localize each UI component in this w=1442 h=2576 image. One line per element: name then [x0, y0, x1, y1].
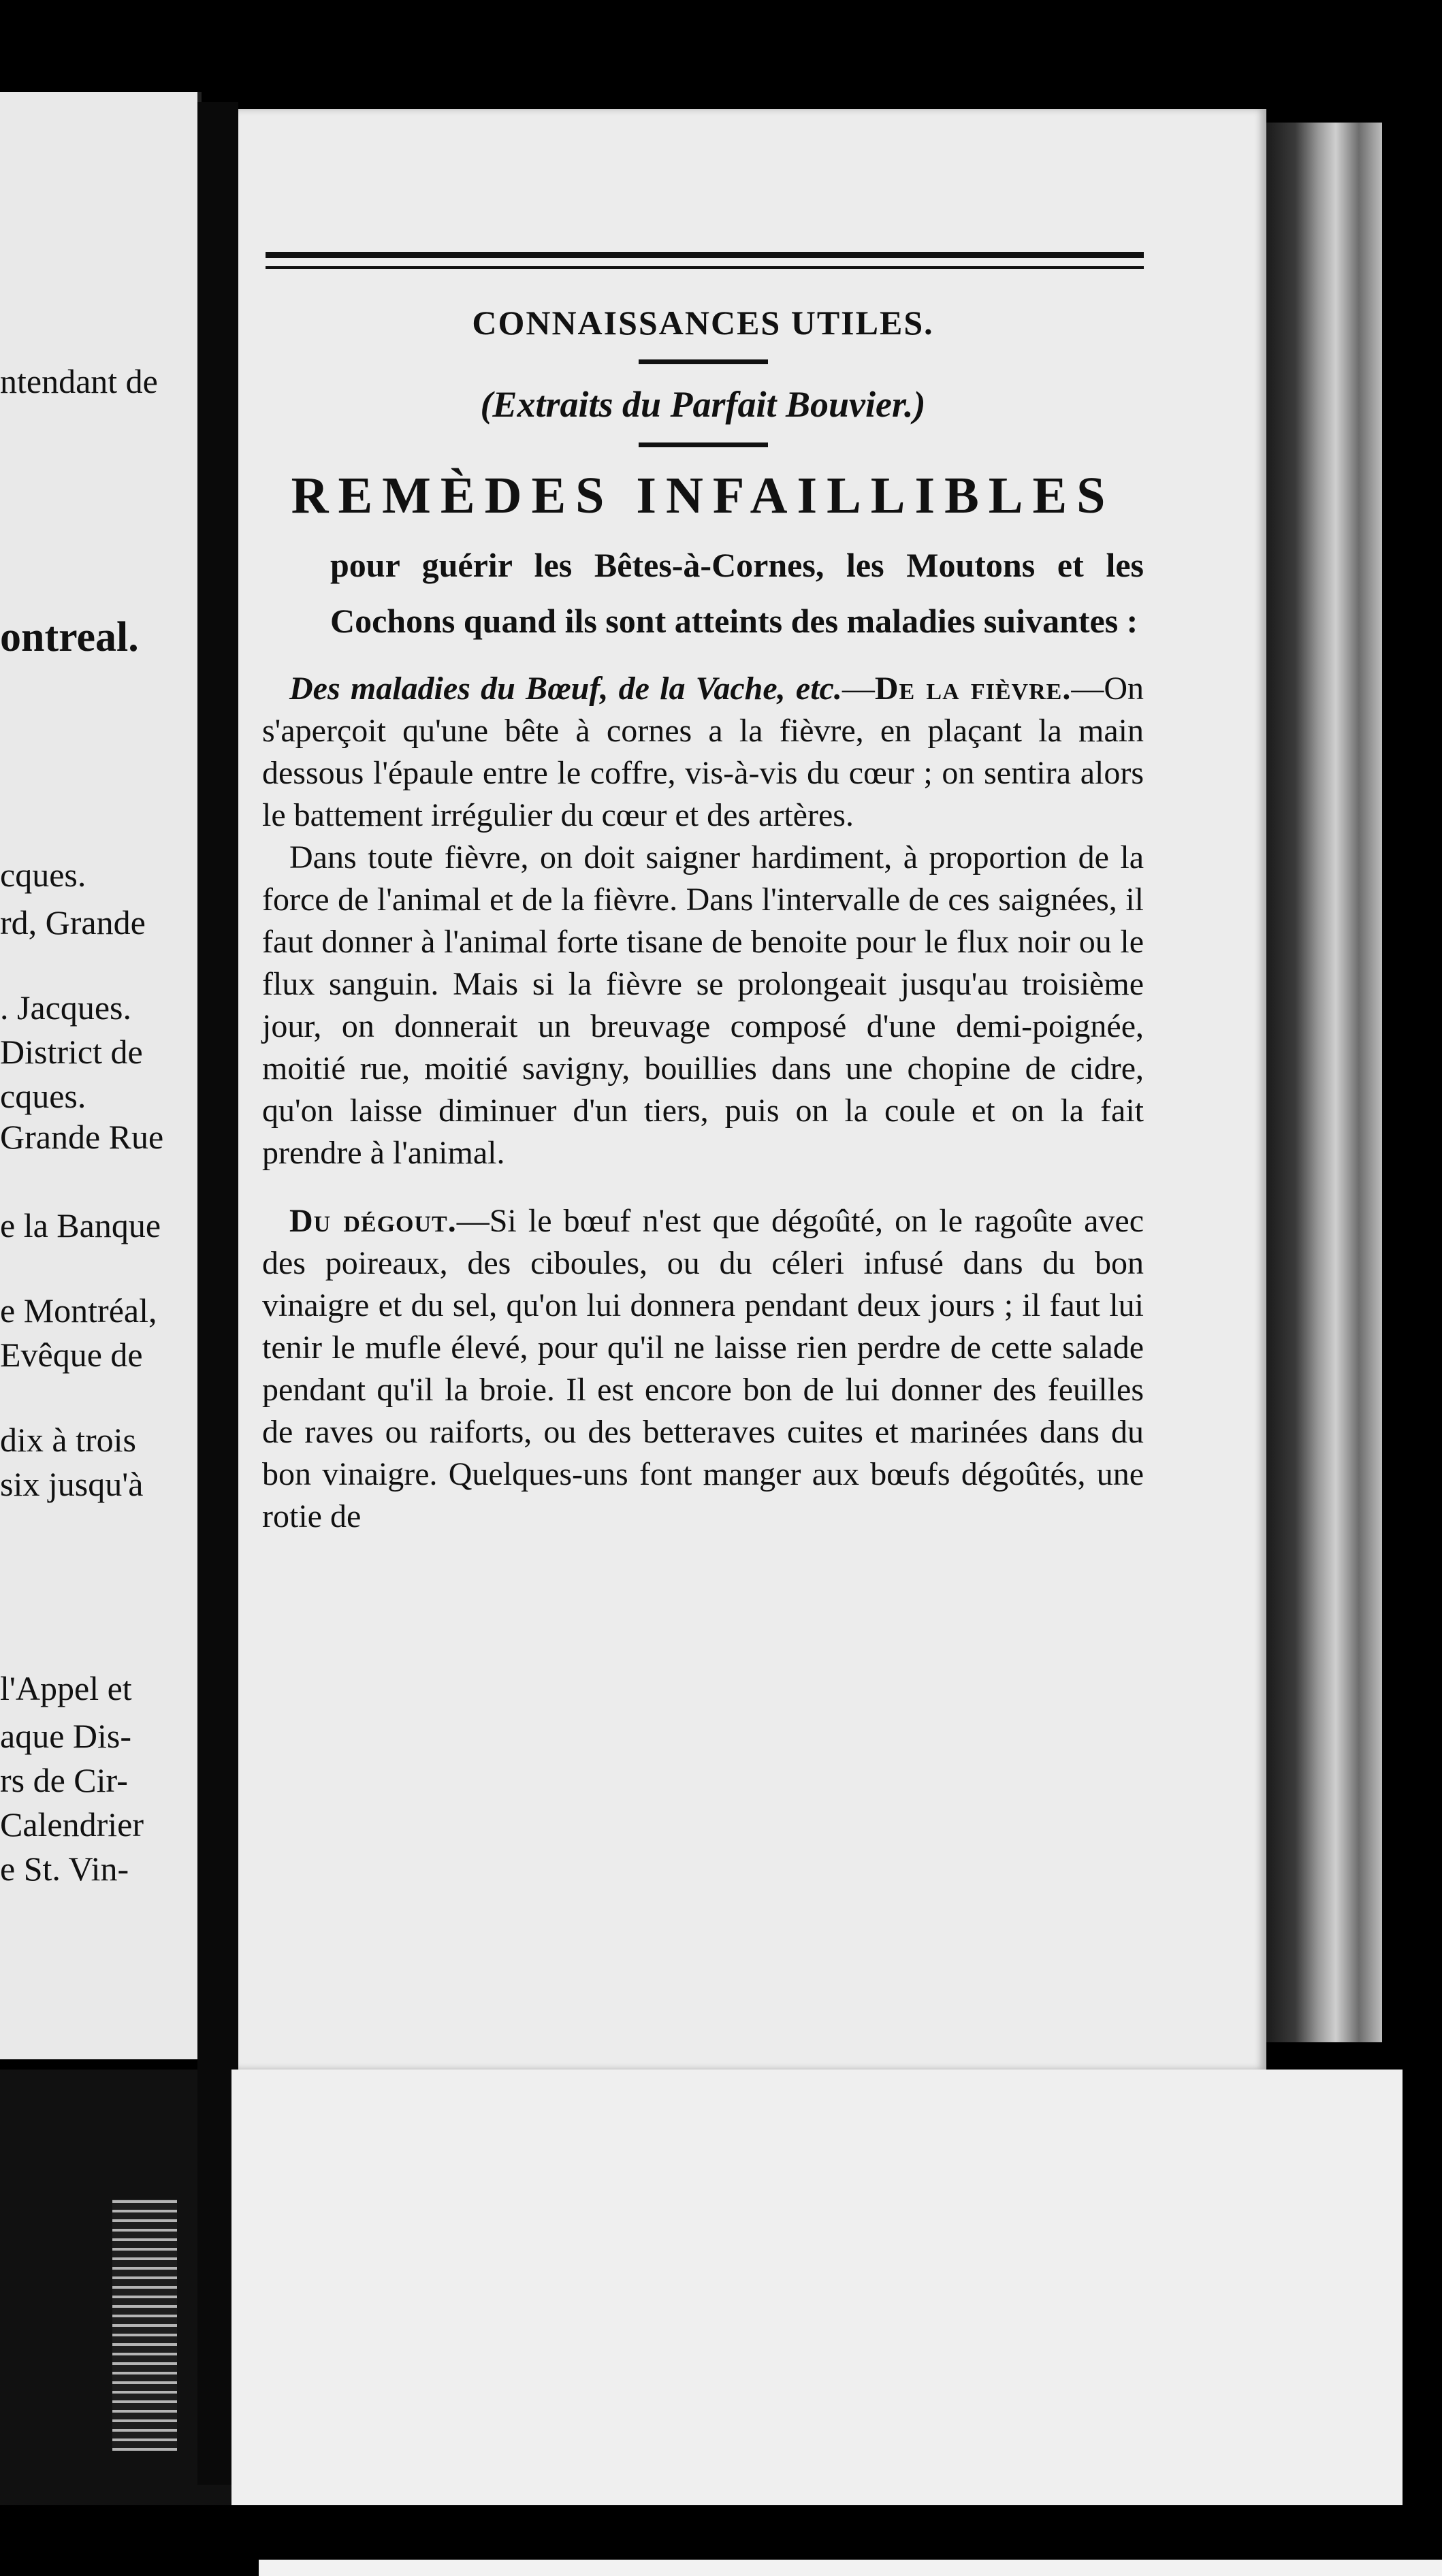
article-column — [262, 252, 1144, 1538]
subtitle-rule — [639, 442, 768, 447]
left-line: District de — [0, 1033, 143, 1071]
left-line: cques. — [0, 856, 86, 894]
underlying-page — [231, 2070, 1403, 2505]
left-line: Calendrier — [0, 1805, 144, 1844]
left-line: e St. Vin- — [0, 1850, 129, 1888]
bookmark-tassel — [112, 2199, 177, 2451]
page-edges — [1266, 123, 1382, 2042]
left-line: dix à trois — [0, 1421, 136, 1459]
left-line: cques. — [0, 1077, 86, 1115]
paragraph-label: De la fièvre. — [874, 670, 1072, 707]
left-line: aque Dis- — [0, 1717, 131, 1755]
paragraph-label: Du dégout. — [289, 1202, 457, 1239]
intro-text: pour guérir les Bêtes-à-Cornes, les Moutons et les Cochons quand ils sont atteints des maladies suivantes : — [330, 545, 1144, 640]
left-line: . Jacques. — [0, 988, 131, 1027]
paragraph-bleeding: Dans toute fièvre, on doit saigner hardiment, à proportion de la force de l'animal et de la fièvre. Dans l'intervalle de ces saignées, il faut donner à l'animal forte tisane de benoite pour le flux noir ou le flux sanguin. Mais si la fièvre se prolongeait jusqu'au troisième jour, on donnerait un breuvage composé d'une demi-poignée, moitié rue, moitié savigny, bouillies dans une chopine de cidre, qu'on laisse diminuer d'un tiers, puis on la coule et on la fait prendre à l'animal. — [262, 839, 1144, 1171]
title-rule — [639, 359, 768, 364]
left-page-fragment — [0, 92, 202, 2059]
paragraph-lead: Des maladies du Bœuf, de la Vache, etc. — [289, 670, 842, 707]
left-line: e la Banque — [0, 1206, 161, 1244]
section-title: CONNAISSANCES UTILES. — [472, 304, 934, 342]
left-line: ontreal. — [0, 614, 139, 660]
left-line: rs de Cir- — [0, 1761, 128, 1799]
paragraph-fever — [262, 668, 1144, 837]
paragraph-text: —On s'aperçoit qu'une bête à cornes a la fièvre, en plaçant la main dessous l'épaule entre le coffre, vis-à-vis du cœur ; on sentira alors le battement irrégulier du cœur et des artères. — [262, 670, 1144, 833]
bottom-edge — [259, 2560, 1442, 2576]
left-line: e Montréal, — [0, 1291, 157, 1330]
source-note: (Extraits du Parfait Bouvier.) — [480, 384, 926, 425]
paragraph-text: —Si le bœuf n'est que dégoûté, on le ragoûte avec des poireaux, des ciboules, ou du céleri infusé dans du bon vinaigre et du sel, qu'on lui donnera pendant deux jours ; il faut lui tenir le mufle élevé, pour qu'il ne laisse rien perdre de cette salade pendant qu'il la broie. Il est encore bon de lui donner des feuilles de raves ou raiforts, ou des betteraves cuites et marinées dans du bon vinaigre. Quelques-uns font manger aux bœufs dégoûtés, une rotie de — [262, 1202, 1144, 1534]
header-double-rule — [266, 252, 1144, 269]
paragraph-disgust — [262, 1200, 1144, 1538]
left-line: Grande Rue — [0, 1118, 164, 1156]
left-line: Evêque de — [0, 1336, 143, 1374]
main-title: REMÈDES INFAILLIBLES — [291, 467, 1115, 524]
left-line: ntendant de — [0, 362, 158, 400]
left-line: l'Appel et — [0, 1669, 132, 1707]
lead-dash: — — [842, 670, 875, 707]
article-body — [262, 668, 1144, 1538]
left-line: rd, Grande — [0, 903, 146, 941]
left-line: six jusqu'à — [0, 1465, 144, 1503]
